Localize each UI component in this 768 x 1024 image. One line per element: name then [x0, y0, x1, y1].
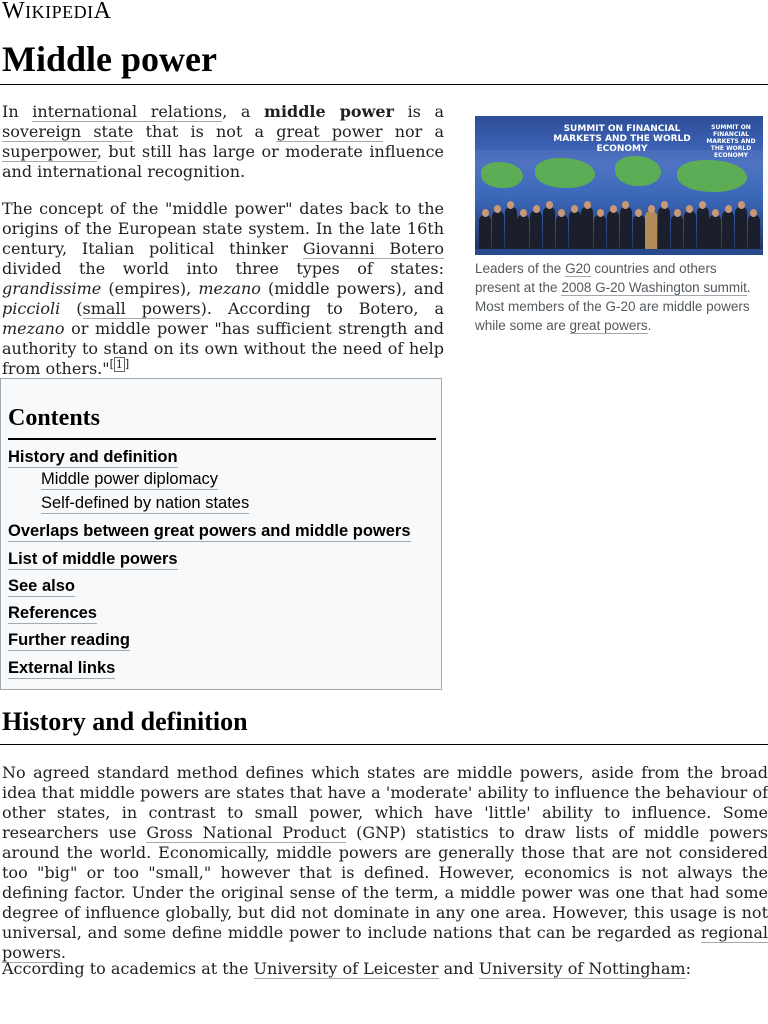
toc-item-further-reading[interactable]: Further reading: [8, 631, 130, 649]
italic-term: piccioli: [2, 299, 61, 318]
leader-head: [738, 201, 745, 209]
leader-figure: [697, 207, 709, 255]
text-run: (empires),: [101, 279, 199, 298]
text-run: , a: [222, 102, 265, 121]
text-run: or middle power "has sufficient strength and authority to stand on its own without the need of help from others.": [2, 319, 444, 378]
link-superpower[interactable]: superpower: [2, 142, 97, 161]
leaders-group: [475, 194, 763, 255]
link-university-of-leicester[interactable]: University of Leicester: [253, 959, 439, 978]
figure-caption: [475, 259, 765, 335]
g20-summit-photo[interactable]: [475, 116, 763, 255]
text-run: The concept of the "middle power" dates back to the origins of the European state system. In the late 16th century, Italian political thinker: [2, 199, 444, 258]
link-sovereign-state[interactable]: sovereign state: [2, 122, 134, 141]
banner-text-side: SUMMIT ON FINANCIAL MARKETS AND THE WORLD ECONOMY: [706, 124, 756, 159]
text-run: . Most members of the G-20 are middle powers while some are: [475, 280, 751, 333]
toc-item-see-also[interactable]: See also: [8, 577, 75, 595]
italic-term: grandissime: [2, 279, 102, 298]
toc-title: Contents: [8, 405, 101, 431]
link-gross-national-product[interactable]: Gross National Product: [146, 823, 347, 842]
text-run: that is not a: [133, 122, 277, 141]
toc-item-self-defined[interactable]: Self-defined by nation states: [41, 494, 250, 512]
text-run: (middle powers), and: [260, 279, 444, 298]
title-divider: [0, 84, 768, 85]
link-2008-g20-washington-summit[interactable]: 2008 G-20 Washington summit: [561, 280, 747, 295]
wikipedia-logo[interactable]: [2, 0, 112, 25]
reference-marker[interactable]: [ 1 ]: [109, 357, 130, 371]
toc-item-overlaps[interactable]: Overlaps between great powers and middle powers: [8, 522, 411, 540]
bold-term: middle power: [264, 102, 394, 121]
leader-figure: [735, 207, 747, 255]
leader-figure: [581, 207, 593, 255]
text-run: (: [60, 299, 83, 318]
toc-divider: [8, 438, 436, 440]
link-international-relations[interactable]: international relations: [32, 102, 223, 121]
leader-head: [597, 209, 604, 217]
reference-number: 1: [115, 357, 123, 371]
map-shape: [481, 162, 523, 188]
link-giovanni-botero[interactable]: Giovanni Botero: [302, 239, 444, 258]
map-shape: [535, 158, 595, 188]
text-run: , but still has large or moderate influence and international recognition.: [2, 142, 444, 181]
text-run: .: [647, 318, 652, 333]
text-run: divided the world into three types of states:: [2, 259, 444, 278]
link-great-power[interactable]: great power: [276, 122, 383, 141]
leader-head: [533, 205, 540, 213]
logo-letter-w: W: [2, 0, 26, 24]
text-run: :: [685, 959, 691, 978]
toc-item-references[interactable]: References: [8, 604, 97, 622]
text-run: countries and others present at the: [475, 261, 717, 295]
logo-letter-a: A: [93, 0, 112, 24]
leader-head: [725, 205, 732, 213]
text-run: is a: [393, 102, 445, 121]
lead-paragraph-2: [2, 199, 444, 379]
text-run: Leaders of the: [475, 261, 566, 276]
italic-term: mezano: [2, 319, 65, 338]
leader-head: [712, 209, 719, 217]
link-university-of-nottingham[interactable]: University of Nottingham: [478, 959, 686, 978]
leader-head: [584, 201, 591, 209]
section-divider: [0, 744, 768, 745]
text-run: and: [438, 959, 479, 978]
leader-head: [546, 201, 553, 209]
leader-head: [674, 209, 681, 217]
section-heading-history: History and definition: [2, 707, 248, 736]
map-shape: [677, 160, 747, 192]
text-run: .: [60, 943, 66, 962]
leader-head: [482, 209, 489, 217]
link-g20[interactable]: G20: [565, 261, 591, 276]
text-run: nor a: [382, 122, 445, 141]
text-run: (GNP) statistics to draw lists of middle powers around the world. Economically, middle powers are generally those that are not considered too "big" or too "small," however that is defined. However, economics is not always the defining factor. Under the original sense of the term, a middle power was one that had some degree of influence globally, but did not dominate in any one area. However, this usage is not universal, and some define middle power to include nations that can be regarded as: [2, 823, 768, 942]
toc-item-external-links[interactable]: External links: [8, 659, 116, 677]
italic-term: mezano: [198, 279, 261, 298]
leader-head: [520, 209, 527, 217]
leader-figure: [658, 207, 670, 255]
text-run: In: [2, 102, 33, 121]
map-shape: [615, 156, 661, 186]
leader-head: [610, 205, 617, 213]
lead-paragraph-1: [2, 102, 444, 182]
link-great-powers[interactable]: great powers: [569, 318, 648, 333]
leader-figure: [505, 207, 517, 255]
toc-item-middle-power-diplomacy[interactable]: Middle power diplomacy: [41, 470, 218, 488]
text-run: According to academics at the: [2, 959, 254, 978]
banner-text-main: SUMMIT ON FINANCIAL MARKETS AND THE WORLD ECONOMY: [553, 124, 691, 154]
leader-head: [661, 201, 668, 209]
photo-stage: [475, 249, 763, 255]
leader-head: [648, 205, 655, 213]
toc-item-list-of-middle-powers[interactable]: List of middle powers: [8, 550, 178, 568]
leader-figure: [620, 207, 632, 255]
link-small-powers[interactable]: small powers: [82, 299, 201, 318]
infobox-figure: [475, 116, 763, 335]
text-run: ). According to Botero, a: [200, 299, 445, 318]
section-paragraph-2: [2, 959, 768, 979]
logo-small-caps: IKIPEDI: [25, 2, 94, 22]
link-regional-powers[interactable]: regional powers: [2, 923, 768, 962]
toc-item-history-and-definition[interactable]: History and definition: [8, 448, 178, 466]
text-run: No agreed standard method defines which states are middle powers, aside from the broad idea that middle powers are states that have a 'moderate' ability to influence the behaviour of other states, in contrast to small power, which have 'little' ability to influence. Some researchers use: [2, 763, 768, 842]
page-title: Middle power: [2, 39, 217, 79]
leader-figure: [543, 207, 555, 255]
section-paragraph-1: [2, 763, 768, 963]
table-of-contents: [0, 378, 442, 690]
